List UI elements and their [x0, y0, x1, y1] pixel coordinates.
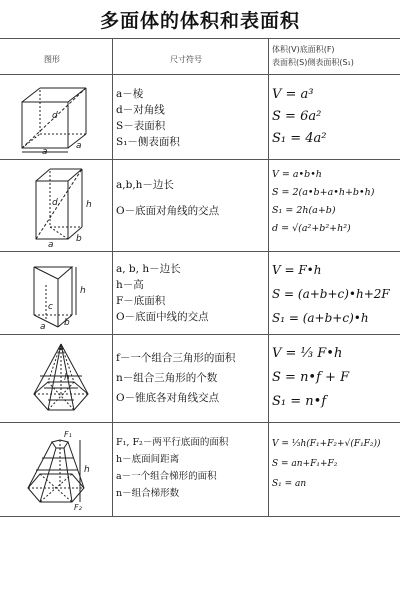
symbol-line: O－底面对角线的交点 [116, 205, 220, 217]
table-rule [268, 38, 269, 516]
frustum-figure [22, 428, 102, 512]
table-rule [0, 159, 400, 160]
cuboid-label-h: h [86, 200, 92, 210]
symbol-line: n－组合梯形数 [116, 488, 180, 499]
prism-label-b: b [64, 318, 70, 328]
header-formula-line2: 表面积(S)侧表面积(S₁) [272, 58, 354, 67]
table-rule [0, 516, 400, 517]
cuboid-label-b: b [76, 234, 82, 244]
symbol-line: h－高 [116, 279, 144, 291]
symbol-line: O－底面中线的交点 [116, 311, 209, 323]
prism-label-c: c [48, 302, 53, 312]
formula-line: S₁ = an [272, 479, 307, 489]
row3-formulas [272, 258, 400, 330]
row3-symbols [116, 261, 268, 325]
row1-symbols [116, 86, 268, 150]
cube-label-a: a [42, 147, 48, 156]
cuboid-label-a: a [48, 240, 54, 247]
frustum-label-f2: F₂ [74, 503, 82, 512]
header-symbols: 尺寸符号 [170, 55, 202, 64]
formula-line: S = (a+b+c)•h+2F [272, 287, 390, 301]
symbol-line: a,b,h－边长 [116, 179, 174, 191]
cube-label-d: d [52, 111, 58, 121]
table-rule [112, 38, 113, 516]
table-rule [0, 422, 400, 423]
pyramid-figure [28, 340, 100, 418]
symbol-line: F₁, F₂－两平行底面的面积 [116, 437, 229, 448]
formula-line: S₁ = 4a² [272, 131, 327, 146]
row2-formulas [272, 166, 400, 238]
formula-line: S₁ = 2h(a+b) [272, 205, 336, 216]
header-formula-line1: 体积(V)底面积(F) [272, 45, 335, 54]
symbol-line: S－表面积 [116, 120, 166, 132]
cube-figure [16, 82, 106, 156]
header-figure: 图形 [44, 55, 60, 64]
cuboid-label-d: d [52, 198, 58, 208]
symbol-line: d－对角线 [116, 104, 165, 116]
symbol-line: O－锥底各对角线交点 [116, 392, 220, 404]
frustum-label-f1: F₁ [64, 430, 72, 439]
symbol-line: F－底面积 [116, 295, 166, 307]
formula-line: S = 6a² [272, 109, 322, 124]
cube-label-a-side: a [76, 141, 82, 151]
symbol-line: f－一个组合三角形的面积 [116, 352, 236, 364]
formula-line: S = 2(a•b+a•h+b•h) [272, 187, 375, 198]
cuboid-figure [30, 165, 100, 247]
prism-label-a: a [40, 322, 46, 331]
row2-symbols [116, 177, 268, 219]
formula-line: S₁ = n•f [272, 394, 327, 409]
row5-formulas [272, 434, 400, 494]
formula-line: V = a•b•h [272, 169, 322, 180]
formula-line: S₁ = (a+b+c)•h [272, 311, 369, 325]
formula-line: V = ⅓h(F₁+F₂+√(F₁F₂)) [272, 439, 381, 449]
row4-formulas [272, 342, 400, 414]
symbol-line: S₁－侧表面积 [116, 136, 180, 148]
table-rule [0, 38, 400, 39]
formula-line: d = √(a²+b²+h²) [272, 223, 351, 234]
symbol-line: a, b, h－边长 [116, 263, 181, 275]
row1-formulas [272, 84, 400, 150]
prism-label-h: h [80, 286, 86, 296]
table-rule [0, 251, 400, 252]
formula-line: S = an+F₁+F₂ [272, 459, 338, 469]
symbol-line: h－底面间距离 [116, 454, 180, 465]
formula-line: V = ⅓ F•h [272, 346, 343, 361]
formula-line: S = n•f + F [272, 370, 350, 385]
frustum-label-h: h [84, 465, 90, 475]
formula-line: V = F•h [272, 263, 322, 277]
row4-symbols [116, 348, 268, 408]
row5-symbols [116, 434, 268, 502]
formula-line: V = a³ [272, 87, 314, 102]
page-title: 多面体的体积和表面积 [99, 10, 300, 32]
symbol-line: a－一个组合梯形的面积 [116, 471, 217, 482]
table-rule [0, 74, 400, 75]
pyramid-label-h: h [64, 373, 70, 383]
symbol-line: a－棱 [116, 88, 144, 100]
symbol-line: n－组合三角形的个数 [116, 372, 218, 384]
prism-figure [28, 257, 100, 331]
table-rule [0, 334, 400, 335]
